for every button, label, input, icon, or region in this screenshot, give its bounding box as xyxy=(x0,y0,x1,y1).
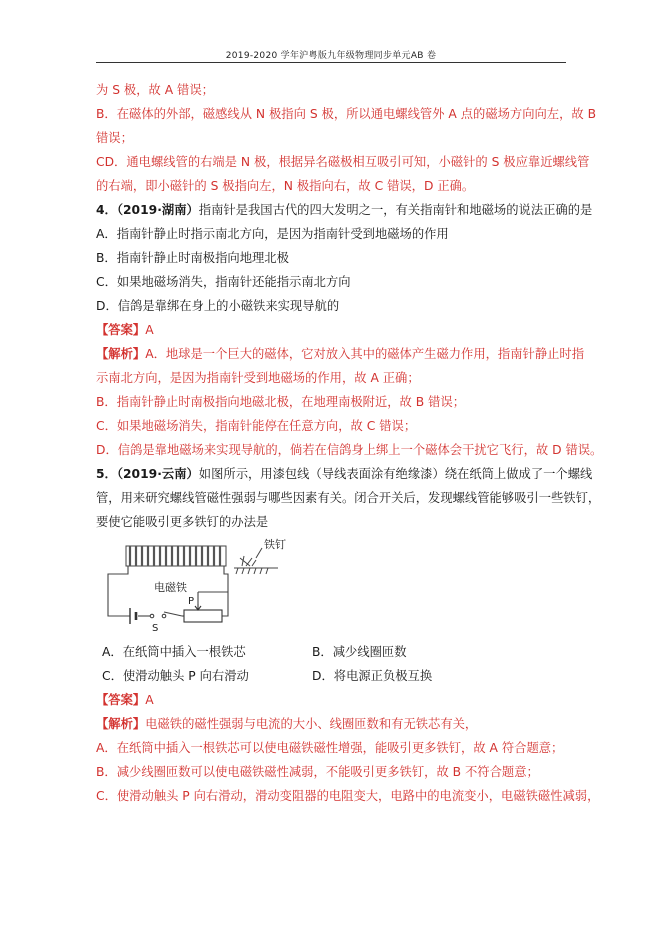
line-text: 的右端，即小磁针的 S 极指向左，N 极指向右，故 C 错误，D 正确。 xyxy=(96,179,475,193)
line-text: 为 S 极，故 A 错误； xyxy=(96,83,214,97)
text-line xyxy=(96,342,585,366)
section-tag: 【答案】 xyxy=(96,693,146,707)
nails-icon xyxy=(234,548,278,574)
section-tag: 【解析】 xyxy=(96,347,146,361)
text-line xyxy=(96,174,568,198)
question-source: 4．（2019·湖南） xyxy=(96,203,199,217)
coil-icon xyxy=(126,546,226,566)
text-line xyxy=(96,390,568,414)
battery-icon xyxy=(130,608,136,624)
choice-row-1 xyxy=(96,640,568,664)
text-line xyxy=(96,294,568,318)
text-line xyxy=(96,462,593,486)
nail-label: 铁钉 xyxy=(264,538,286,551)
choice-d: D．将电源正负极互换 xyxy=(312,669,433,683)
slider-label: P xyxy=(188,596,195,607)
text-line xyxy=(96,150,590,174)
line-text: 指南针是我国古代的四大发明之一，有关指南针和地磁场的说法正确的是 xyxy=(198,203,593,217)
section-tag: 【解析】 xyxy=(96,717,146,731)
line-text: 示南北方向，是因为指南针受到地磁场的作用，故 A 正确； xyxy=(96,371,420,385)
line-text: A．指南针静止时指示南北方向，是因为指南针受到地磁场的作用 xyxy=(96,227,449,241)
choice-b: B．减少线圈匝数 xyxy=(312,645,407,659)
text-line xyxy=(96,102,597,126)
choice-row-2 xyxy=(96,664,568,688)
text-line xyxy=(96,760,568,784)
text-block-1 xyxy=(96,78,603,534)
text-line xyxy=(96,736,568,760)
text-line xyxy=(96,222,568,246)
line-text: A xyxy=(145,693,154,707)
line-text: B．减少线圈匝数可以使电磁铁磁性减弱，不能吸引更多铁钉，故 B 不符合题意； xyxy=(96,765,539,779)
line-text: 电磁铁的磁性强弱与电流的大小、线圈匝数和有无铁芯有关， xyxy=(145,717,478,731)
text-line xyxy=(96,198,593,222)
line-text: C．如果地磁场消失，指南针还能指示南北方向 xyxy=(96,275,351,289)
text-line xyxy=(96,78,568,102)
circuit-figure xyxy=(96,534,568,640)
line-text: A．地球是一个巨大的磁体，它对放入其中的磁体产生磁力作用，指南针静止时指 xyxy=(145,347,585,361)
text-line xyxy=(96,438,603,462)
line-text: 如图所示，用漆包线（导线表面涂有绝缘漆）绕在纸筒上做成了一个螺线 xyxy=(198,467,593,481)
text-line xyxy=(96,270,568,294)
text-line xyxy=(96,318,568,342)
document-body xyxy=(96,78,603,808)
line-text: 要使它能吸引更多铁钉的办法是 xyxy=(96,515,269,529)
text-line xyxy=(96,486,601,510)
text-block-2 xyxy=(96,688,600,808)
line-text: D．信鸽是靠绑在身上的小磁铁来实现导航的 xyxy=(96,299,340,313)
line-text: CD．通电螺线管的右端是 N 极，根据异名磁极相互吸引可知，小磁针的 S 极应靠近螺线管 xyxy=(96,155,590,169)
circuit-diagram xyxy=(102,534,302,640)
section-tag: 【答案】 xyxy=(96,323,146,337)
line-text: B．指南针静止时南极指向地理北极 xyxy=(96,251,289,265)
header-title: 2019-2020 学年沪粤版九年级物理同步单元AB 卷 xyxy=(225,51,437,61)
line-text: A xyxy=(145,323,154,337)
text-line xyxy=(96,414,568,438)
line-text: 错误； xyxy=(96,131,133,145)
text-line xyxy=(96,688,568,712)
switch-icon xyxy=(150,614,166,618)
text-line xyxy=(96,712,568,736)
line-text: C．如果地磁场消失，指南针能停在任意方向，故 C 错误； xyxy=(96,419,417,433)
line-text: A．在纸筒中插入一根铁芯可以使电磁铁磁性增强，能吸引更多铁钉，故 A 符合题意； xyxy=(96,741,564,755)
question-source: 5．（2019·云南） xyxy=(96,467,199,481)
line-text: D．信鸽是靠地磁场来实现导航的，倘若在信鸽身上绑上一个磁体会干扰它飞行，故 D 错误。 xyxy=(96,443,603,457)
text-line xyxy=(96,784,600,808)
choice-c: C．使滑动触头 P 向右滑动 xyxy=(102,669,249,683)
line-text: B．在磁体的外部，磁感线从 N 极指向 S 极，所以通电螺线管外 A 点的磁场方向向左，故 B xyxy=(96,107,597,121)
line-text: 管，用来研究螺线管磁性强弱与哪些因素有关。闭合开关后，发现螺线管能够吸引一些铁钉， xyxy=(96,491,601,505)
switch-label: S xyxy=(152,623,159,634)
text-line xyxy=(96,510,568,534)
text-line xyxy=(96,126,568,150)
text-line xyxy=(96,366,568,390)
text-line xyxy=(96,246,568,270)
line-text: C．使滑动触头 P 向右滑动，滑动变阻器的电阻变大，电路中的电流变小，电磁铁磁性减弱， xyxy=(96,789,600,803)
header-rule xyxy=(96,62,566,63)
electromagnet-label: 电磁铁 xyxy=(154,581,187,594)
choice-a: A．在纸筒中插入一根铁芯 xyxy=(102,645,246,659)
line-text: B．指南针静止时南极指向地磁北极，在地理南极附近，故 B 错误； xyxy=(96,395,466,409)
